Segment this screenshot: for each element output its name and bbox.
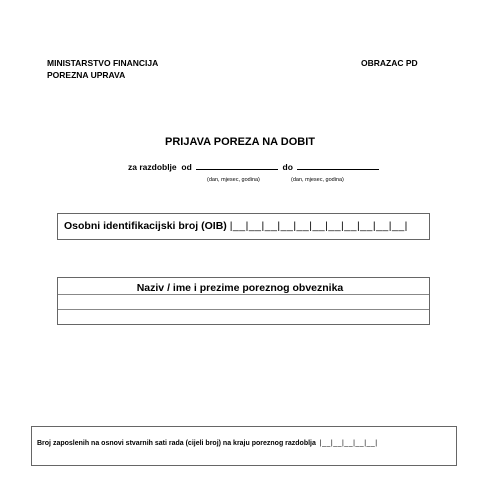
period-to-field[interactable] [297,161,379,170]
period-from-hint: (dan, mjesec, godina) [207,177,260,183]
form-code: OBRAZAC PD [361,58,418,68]
document-title: PRIJAVA POREZA NA DOBIT [165,136,315,148]
taxpayer-name-label: Naziv / ime i prezime poreznog obveznika [136,282,344,294]
employees-line [37,440,378,447]
period-label: za razdoblje [128,162,177,172]
taxpayer-name-row-divider [58,309,429,310]
period-from-label: od [181,162,192,172]
period-to-hint: (dan, mjesec, godina) [291,177,344,183]
tax-administration-name: POREZNA UPRAVA [47,70,126,80]
period-line [128,161,381,172]
taxpayer-name-row-divider [58,294,429,295]
oib-label: Osobni identifikacijski broj (OIB) [64,220,227,232]
issuer-block [47,57,158,81]
ministry-name: MINISTARSTVO FINANCIJA [47,58,159,68]
oib-line [64,220,408,232]
period-from-field[interactable] [196,161,278,170]
employees-digit-field[interactable]: |__|__|__|__|__| [319,440,378,447]
period-to-label: do [282,162,293,172]
employees-label: Broj zaposlenih na osnovi stvarnih sati rada (cijeli broj) na kraju poreznog razdoblja [37,440,316,447]
oib-digit-field[interactable]: |__|__|__|__|__|__|__|__|__|__|__| [229,220,408,232]
